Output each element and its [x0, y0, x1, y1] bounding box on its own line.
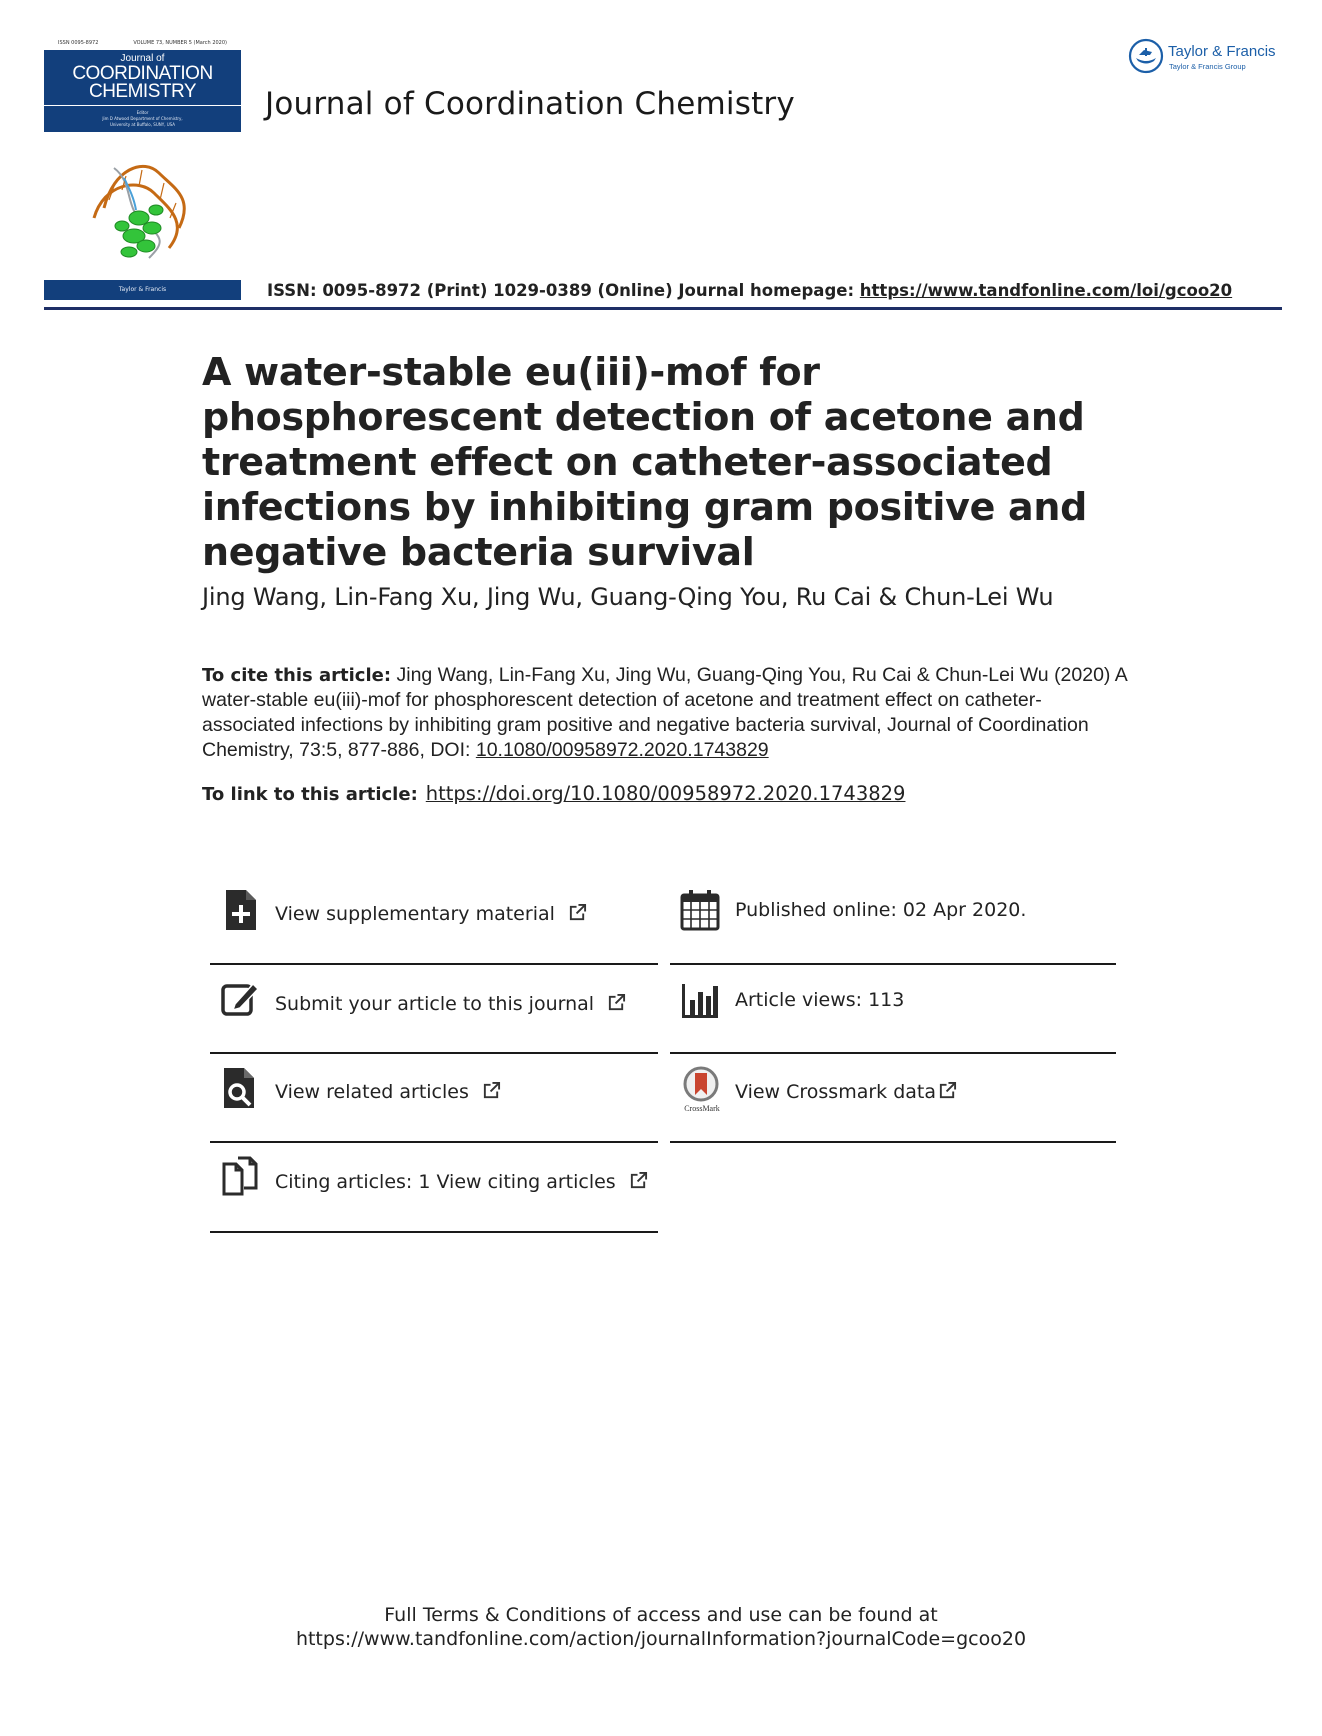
- issn-line: [267, 281, 1232, 300]
- cover-title-band: [44, 50, 241, 105]
- publisher-name: Taylor & Francis: [1168, 43, 1276, 60]
- file-plus-icon: [220, 888, 260, 932]
- cover-issn: ISSN 0095-8972: [58, 40, 99, 46]
- publisher-group: Taylor & Francis Group: [1169, 62, 1246, 71]
- row-divider: [670, 1052, 1116, 1054]
- header-divider: [44, 307, 1282, 310]
- citation-block: [202, 663, 1132, 763]
- cover-molecule-illustration: [84, 148, 204, 268]
- crossmark-label: View Crossmark data: [735, 1081, 937, 1103]
- crossmark-logo-text: CrossMark: [684, 1104, 720, 1113]
- footer-url[interactable]: https://www.tandfonline.com/action/journalInformation?journalCode=gcoo20: [295, 1628, 1027, 1650]
- cover-editor-1: Editor: [136, 110, 149, 115]
- cover-editor-3: University at Buffalo, SUNY, USA: [109, 122, 176, 127]
- cover-title-2: CHEMISTRY: [88, 81, 197, 102]
- citing-label: Citing articles: 1 View citing articles: [275, 1171, 616, 1193]
- edit-icon: [220, 978, 260, 1022]
- cover-title-1: COORDINATION: [72, 63, 213, 84]
- row-divider: [670, 963, 1116, 965]
- row-divider: [210, 1052, 658, 1054]
- footer: [0, 1603, 1322, 1651]
- cover-editor-band: [44, 106, 241, 132]
- cite-doi-link[interactable]: 10.1080/00958972.2020.1743829: [475, 739, 769, 761]
- external-link-icon: [629, 1171, 648, 1190]
- external-link-icon: [482, 1081, 501, 1100]
- published-online-row: [670, 888, 1116, 974]
- crossmark-logo: [680, 1066, 724, 1112]
- external-link-icon: [568, 903, 587, 922]
- row-divider: [210, 963, 658, 965]
- copy-docs-icon: [220, 1156, 260, 1200]
- cover-volume: VOLUME 73, NUMBER 5 (March 2020): [133, 40, 227, 46]
- crossmark-icon: [680, 1066, 724, 1102]
- cover-journal-of: Journal of: [120, 53, 165, 64]
- article-link-line: [202, 782, 905, 805]
- issn-text: ISSN: 0095-8972 (Print) 1029-0389 (Online) Journal homepage:: [267, 281, 860, 300]
- crossmark-row[interactable]: [670, 1066, 1116, 1152]
- cover-publisher-band: [44, 280, 241, 300]
- related-articles-row[interactable]: [210, 1066, 658, 1152]
- journal-homepage-link[interactable]: https://www.tandfonline.com/loi/gcoo20: [859, 281, 1233, 300]
- article-authors: Jing Wang, Lin-Fang Xu, Jing Wu, Guang-Qing You, Ru Cai & Chun-Lei Wu: [202, 583, 1054, 611]
- external-link-icon: [938, 1081, 957, 1100]
- row-divider: [670, 1141, 1116, 1143]
- cover-top-strip: [44, 38, 241, 49]
- external-link-icon: [607, 993, 626, 1012]
- supplementary-label: View supplementary material: [275, 903, 555, 925]
- journal-cover: [44, 38, 241, 300]
- cover-editor-2: Jim D Atwood Department of Chemistry,: [102, 116, 183, 121]
- row-divider: [210, 1231, 658, 1233]
- article-doi-link[interactable]: https://doi.org/10.1080/00958972.2020.1743829: [425, 782, 906, 805]
- views-label: Article views: 113: [735, 989, 905, 1011]
- published-label: Published online: 02 Apr 2020.: [735, 899, 1027, 921]
- calendar-icon: [680, 888, 720, 932]
- bar-chart-icon: [680, 978, 720, 1022]
- related-label: View related articles: [275, 1081, 469, 1103]
- row-divider: [210, 1141, 658, 1143]
- publisher-logo-icon: [1128, 38, 1164, 74]
- submit-label: Submit your article to this journal: [275, 993, 595, 1015]
- cite-label: To cite this article:: [202, 665, 392, 686]
- journal-title: Journal of Coordination Chemistry: [265, 86, 795, 122]
- link-label: To link to this article:: [202, 784, 418, 805]
- search-doc-icon: [220, 1066, 260, 1110]
- citing-articles-row[interactable]: [210, 1156, 658, 1242]
- publisher-logo[interactable]: [1128, 38, 1288, 78]
- cover-publisher: Taylor & Francis: [118, 286, 167, 293]
- supplementary-material-row[interactable]: [210, 888, 658, 974]
- article-title: A water-stable eu(iii)-mof for phosphorescent detection of acetone and treatment effect on catheter-associated infections by inhibiting gram positive and negative bacteria survival: [202, 350, 1087, 574]
- footer-terms: Full Terms & Conditions of access and use can be found at: [384, 1604, 938, 1626]
- cite-text: Jing Wang, Lin-Fang Xu, Jing Wu, Guang-Qing You, Ru Cai & Chun-Lei Wu (2020) A water-stable eu(iii)-mof for phosphorescent detection of acetone and treatment effect on catheter-associated infections by inhibiting gram positive and negative bacteria survival, Journal of Coordination Chemistry, 73:5, 877-886, DOI:: [202, 664, 1127, 761]
